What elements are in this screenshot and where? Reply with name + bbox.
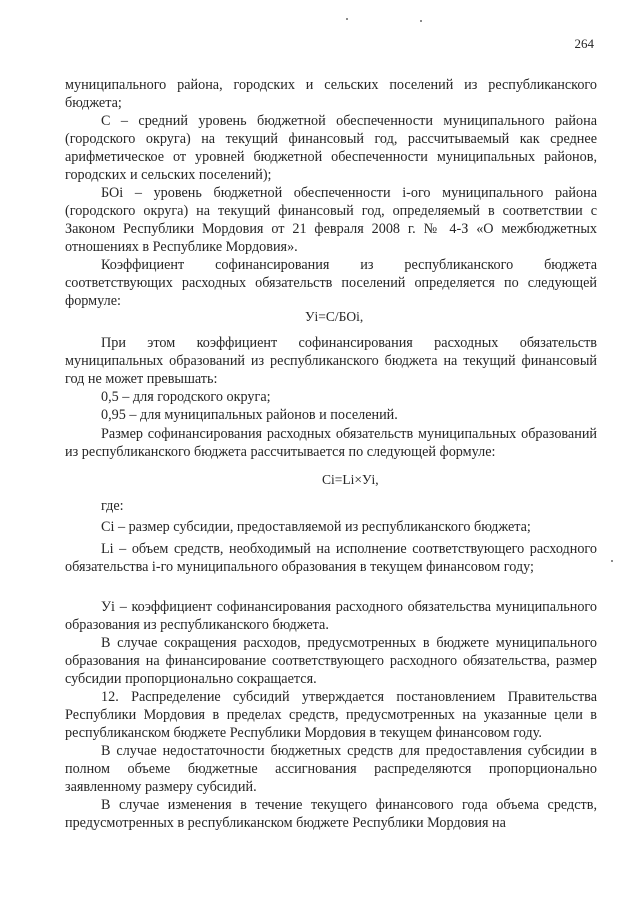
- paragraph: 12. Распределение субсидий утверждается постановлением Правительства Республики Мордовия в пределах средств, предусмотренных на указанные цели в республиканском бюджете Республики Мордовия в текущем финансовом году.: [65, 689, 597, 741]
- scan-speck: [346, 18, 348, 20]
- paragraph: В случае сокращения расходов, предусмотренных в бюджете муниципального образования на финансирование соответствующего расходного обязательства, размер субсидии пропорционально сокращается.: [65, 635, 597, 687]
- paragraph: Размер софинансирования расходных обязательств муниципальных образований из республиканского бюджета рассчитывается по следующей формуле:: [65, 426, 597, 460]
- paragraph: Коэффициент софинансирования из республиканского бюджета соответствующих расходных обязательств поселений определяется по следующей формуле:: [65, 257, 597, 309]
- scan-speck: [611, 560, 613, 562]
- paragraph: В случае недостаточности бюджетных средств для предоставления субсидии в полном объеме бюджетные ассигнования распределяются пропорционально заявленному размеру субсидий.: [65, 743, 597, 795]
- list-item: 0,5 – для городского округа;: [101, 389, 271, 405]
- paragraph: где:: [101, 498, 124, 514]
- paragraph: С – средний уровень бюджетной обеспеченности муниципального района (городского округа) на текущий финансовый год, рассчитываемый как среднее арифметическое от уровней бюджетной обеспеченности муниципальных районов, городских и сельских поселений);: [65, 113, 597, 183]
- list-item: 0,95 – для муниципальных районов и поселений.: [101, 407, 398, 423]
- definition: Ci – размер субсидии, предоставляемой из республиканского бюджета;: [101, 519, 531, 535]
- definition: Уi – коэффициент софинансирования расходного обязательства муниципального образования из республиканского бюджета.: [65, 599, 597, 633]
- paragraph: При этом коэффициент софинансирования расходных обязательств муниципальных образований из республиканского бюджета на текущий финансовый год не может превышать:: [65, 335, 597, 387]
- paragraph: В случае изменения в течение текущего финансового года объема средств, предусмотренных в республиканском бюджете Республики Мордовия на: [65, 797, 597, 831]
- paragraph: муниципального района, городских и сельских поселений из республиканского бюджета;: [65, 77, 597, 111]
- formula-subsidy: Ci=Li×Уi,: [322, 472, 379, 487]
- scan-speck: [420, 20, 422, 22]
- definition: Li – объем средств, необходимый на исполнение соответствующего расходного обязательства i-го муниципального образования в текущем финансовом году;: [65, 541, 597, 575]
- formula-coefficient: Уi=С/БОi,: [305, 309, 364, 324]
- page-number: 264: [574, 36, 594, 51]
- paragraph: БОi – уровень бюджетной обеспеченности i-ого муниципального района (городского округа) на текущий финансовый год, определяемый в соответствии с Законом Республики Мордовия от 21 февраля 2008 г. № 4-З «О межбюджетных отношениях в Республике Мордовия».: [65, 185, 597, 255]
